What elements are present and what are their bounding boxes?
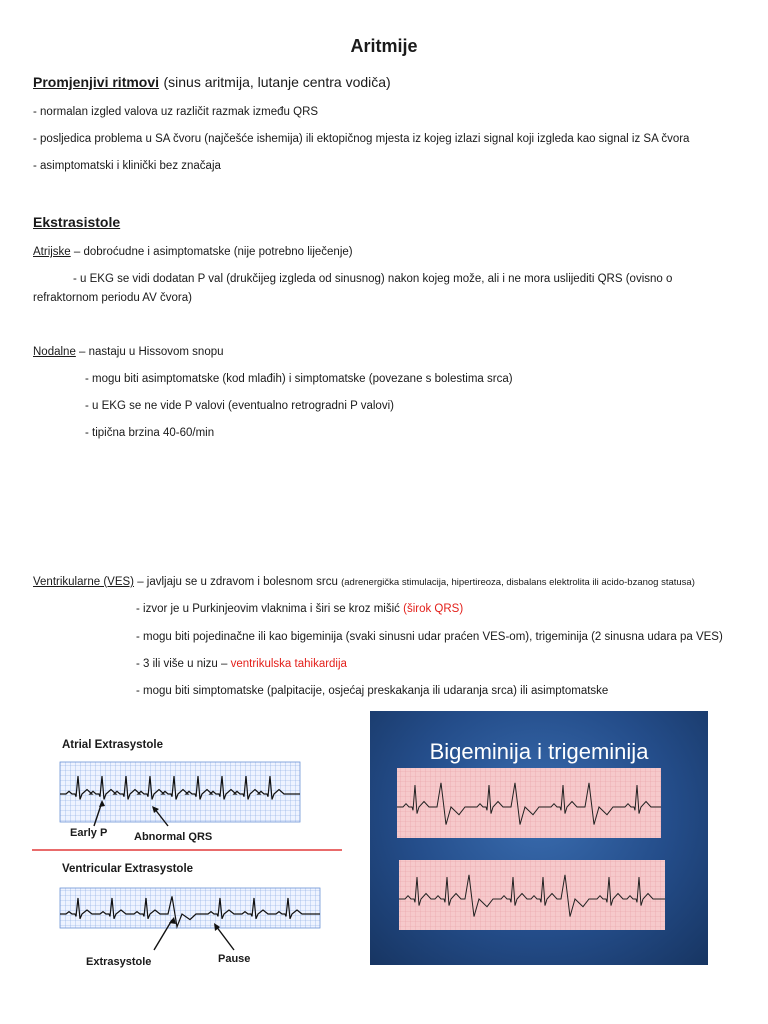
pause-label: Pause (218, 953, 251, 965)
trigeminy-grid (399, 860, 665, 930)
pause-arrow (216, 926, 234, 950)
ventricular-note: (adrenergička stimulacija, hipertireoza, disbalans elektrolita ili acido-bzanog statusa) (341, 577, 695, 588)
page-title: Aritmije (350, 36, 418, 56)
nodal-detail: - u EKG se ne vide P valovi (eventualno retrogradni P valovi) (85, 400, 394, 412)
ventricular-detail: - mogu biti simptomatske (palpitacije, osjećaj preskakanja ili udaranja srca) ili asimptomatske (136, 685, 609, 697)
ventricular-detail (136, 603, 463, 615)
ventricular-detail: - mogu biti pojedinačne ili kao bigeminija (svaki sinusni udar praćen VES-om), trigeminija (2 sinusna udara pa VES) (136, 631, 723, 643)
figure-title: Bigeminija i trigeminija (429, 739, 649, 764)
bigeminy-trigeminy-figure (370, 711, 708, 965)
atrial-ecg-title: Atrial Extrasystole (62, 739, 163, 751)
ventricular-detail-highlight: (širok QRS) (403, 603, 464, 615)
nodal-label: Nodalne (33, 346, 76, 358)
section-heading-note: (sinus aritmija, lutanje centra vodiča) (163, 74, 391, 90)
section-variable-rhythms (33, 74, 391, 92)
ventricular-detail-text: - izvor je u Purkinjeovim vlaknima i širi se kroz mišić (136, 603, 404, 615)
nodal-detail: - mogu biti asimptomatske (kod mlađih) i simptomatske (povezane s bolestima srca) (85, 373, 513, 385)
early-p-label: Early P (70, 827, 108, 839)
atrial-detail: - u EKG se vidi dodatan P val (drukčijeg izgleda od sinusnog) nakon kojeg može, ali i ne mora uslijediti QRS (ovisno o (73, 273, 673, 285)
nodal-detail: - tipična brzina 40-60/min (85, 427, 215, 439)
bullet-line: - posljedica problema u SA čvoru (najčešće ishemija) ili ektopičnog mjesta iz kojeg izlazi signal koji izgleda kao signal iz SA čvora (33, 133, 690, 145)
bigeminy-grid (397, 768, 661, 838)
bullet-line: - normalan izgled valova uz različit razmak između QRS (33, 106, 319, 118)
abnormal-qrs-label: Abnormal QRS (134, 831, 213, 843)
ventricular-ecg-grid (60, 888, 320, 928)
bigeminy-trigeminy-strips (370, 711, 708, 965)
ventricular-detail-highlight: ventrikulska tahikardija (230, 658, 347, 670)
extrasystole-ecg-figure (30, 730, 350, 970)
nodal-desc: – nastaju u Hissovom snopu (75, 346, 224, 358)
atrial-line (33, 246, 353, 258)
atrial-detail-cont: refraktornom periodu AV čvora) (33, 292, 192, 304)
bullet-line: - asimptomatski i klinički bez značaja (33, 160, 221, 172)
ventricular-detail (136, 658, 347, 670)
ventricular-label: Ventrikularne (VES) (33, 576, 134, 588)
nodal-line (33, 346, 224, 358)
ventricular-line (33, 576, 695, 588)
section-heading: Promjenjivi ritmovi (33, 74, 160, 90)
atrial-desc: – dobroćudne i asimptomatske (nije potrebno liječenje) (70, 246, 353, 258)
ventricular-desc: – javljaju se u zdravom i bolesnom srcu (134, 576, 342, 588)
ventricular-ecg-title: Ventricular Extrasystole (62, 863, 194, 875)
ventricular-detail-text: - 3 ili više u nizu – (136, 658, 231, 670)
section-heading: Ekstrasistole (33, 214, 121, 230)
atrial-label: Atrijske (33, 246, 71, 258)
extrasystole-label: Extrasystole (86, 956, 152, 968)
